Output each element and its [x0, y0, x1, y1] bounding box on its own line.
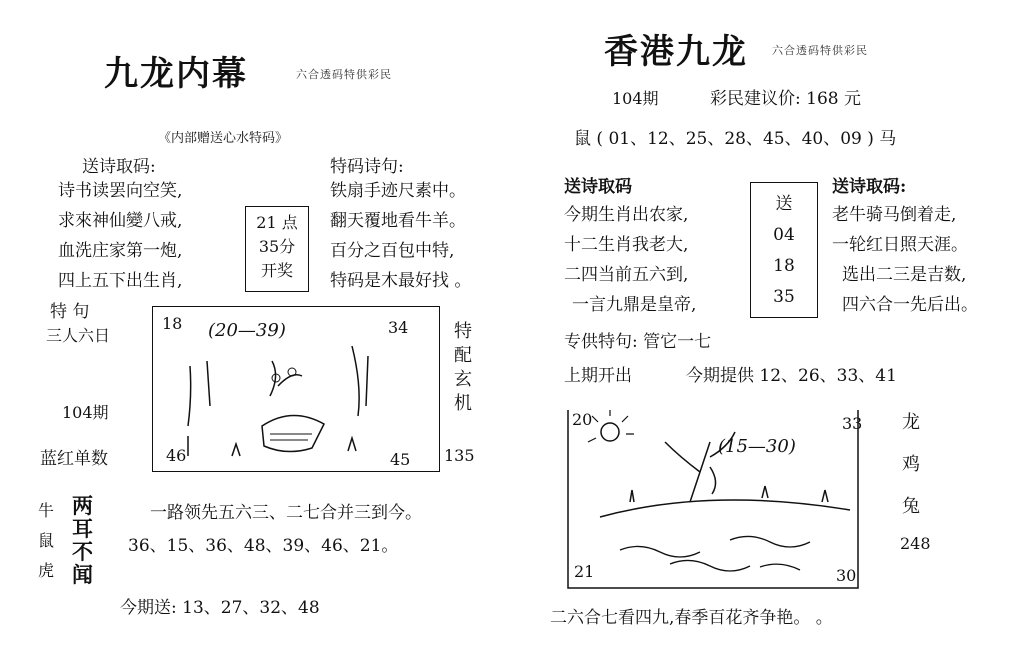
- right-sketch-drawing: [560, 402, 863, 592]
- animal-char: 鼠: [38, 531, 55, 550]
- left-poem1-line: 血洗庄家第一炮,: [58, 241, 183, 261]
- ears-char: 两: [72, 493, 93, 518]
- special-text: 三人六日: [46, 326, 111, 345]
- animal-column: [38, 496, 54, 586]
- right-vertical-text: [902, 402, 920, 528]
- vertical-char: 兔: [902, 496, 920, 517]
- animal-char: 牛: [38, 501, 55, 520]
- ears-char: 不: [72, 539, 93, 564]
- left-poem1-line: 四上五下出生肖,: [58, 271, 183, 291]
- left-sketch-tr: 34: [388, 318, 409, 337]
- right-sketch-tl: 20: [572, 410, 593, 429]
- special-label: 特 句: [50, 302, 90, 322]
- right-title-note: 六合透码特供彩民: [772, 44, 868, 57]
- left-vertical-text: [454, 320, 472, 416]
- left-poem2-heading: 特码诗句:: [330, 157, 404, 177]
- vertical-char: 龙: [902, 412, 920, 433]
- right-sketch-range: (15—30): [718, 436, 796, 457]
- vertical-char: 玄: [454, 369, 472, 390]
- left-poem1-line: 诗书读罢向空笑,: [58, 181, 183, 201]
- left-poem2: [330, 176, 471, 296]
- ears-column: [72, 494, 93, 586]
- right-poem2-line: 选出二三是吉数,: [842, 265, 967, 285]
- provide-numbers: 今期提供 12、26、33、41: [686, 366, 897, 386]
- left-sketch-range: (20—39): [208, 320, 286, 341]
- vertical-char: 鸡: [902, 454, 920, 475]
- right-poem1-line: 二四当前五六到,: [564, 265, 689, 285]
- left-number: 135: [444, 446, 475, 465]
- left-sketch-tl: 18: [162, 314, 183, 333]
- left-poem2-line: 特码是木最好找 。: [330, 271, 472, 291]
- draw-time-box: [245, 206, 309, 292]
- left-verse: 一路领先五六三、二七合并三到今。: [150, 503, 422, 523]
- left-poem2-line: 百分之百包中特,: [330, 241, 455, 261]
- right-issue: 104期: [612, 89, 659, 108]
- left-poem1: [58, 176, 182, 296]
- left-gift: 今期送: 13、27、32、48: [120, 598, 320, 618]
- left-numbers: 36、15、36、48、39、46、21。: [128, 536, 399, 556]
- right-sketch-br: 30: [836, 566, 857, 585]
- right-number: 248: [900, 534, 931, 553]
- left-title: 九龙内幕: [104, 54, 248, 94]
- right-poem1-line: 十二生肖我老大,: [564, 235, 689, 255]
- right-poem2-heading: 送诗取码:: [832, 177, 907, 197]
- last-drawn-label: 上期开出: [564, 366, 632, 386]
- right-sketch-bl: 21: [574, 562, 595, 581]
- left-sketch-br: 45: [390, 450, 411, 469]
- left-poem2-line: 翻天覆地看牛羊。: [330, 211, 466, 231]
- right-poem1-line: 今期生肖出农家,: [564, 205, 689, 225]
- animal-char: 虎: [38, 561, 55, 580]
- left-subtitle: 《内部赠送心水特码》: [158, 131, 289, 146]
- right-special: 专供特句: 管它一七: [564, 332, 712, 352]
- draw-time-line: 开奖: [260, 261, 293, 280]
- ears-char: 耳: [72, 516, 93, 541]
- right-footer: 二六合七看四九,春季百花齐争艳。 。: [550, 608, 833, 628]
- right-price: 彩民建议价: 168 元: [710, 89, 861, 109]
- gift-box-line: 35: [773, 287, 795, 307]
- right-poem1: [564, 200, 696, 320]
- right-title: 香港九龙: [604, 32, 748, 72]
- right-sketch-tr: 33: [842, 414, 863, 433]
- rat-horse-line: 鼠 ( 01、12、25、28、45、40、09 ) 马: [574, 129, 897, 149]
- ears-char: 闻: [72, 562, 93, 587]
- right-poem2: [832, 200, 978, 320]
- right-poem2-line: 一轮红日照天涯。: [832, 235, 968, 255]
- right-poem2-line: 四六合一先后出。: [842, 295, 978, 315]
- vertical-char: 机: [454, 393, 472, 414]
- vertical-char: 配: [454, 345, 472, 366]
- left-poem1-heading: 送诗取码:: [82, 157, 156, 177]
- gift-box-line: 送: [775, 194, 793, 214]
- vertical-char: 特: [454, 321, 472, 342]
- left-issue: 104期: [62, 403, 109, 422]
- right-poem1-heading: 送诗取码: [564, 177, 632, 197]
- right-poem2-line: 老牛骑马倒着走,: [832, 205, 957, 225]
- draw-time-line: 35分: [258, 237, 296, 256]
- gift-number-box: [750, 182, 818, 318]
- left-sketch-bl: 46: [166, 446, 187, 465]
- right-poem1-line: 一言九鼎是皇帝,: [572, 295, 697, 315]
- gift-box-line: 18: [773, 256, 795, 276]
- left-poem2-line: 铁扇手迹尺素中。: [330, 181, 466, 201]
- left-poem1-line: 求來神仙變八戒,: [58, 211, 183, 231]
- gift-box-line: 04: [773, 225, 795, 245]
- left-title-note: 六合透码特供彩民: [296, 68, 392, 81]
- blue-red-label: 蓝红单数: [40, 449, 108, 469]
- draw-time-line: 21 点: [256, 213, 298, 232]
